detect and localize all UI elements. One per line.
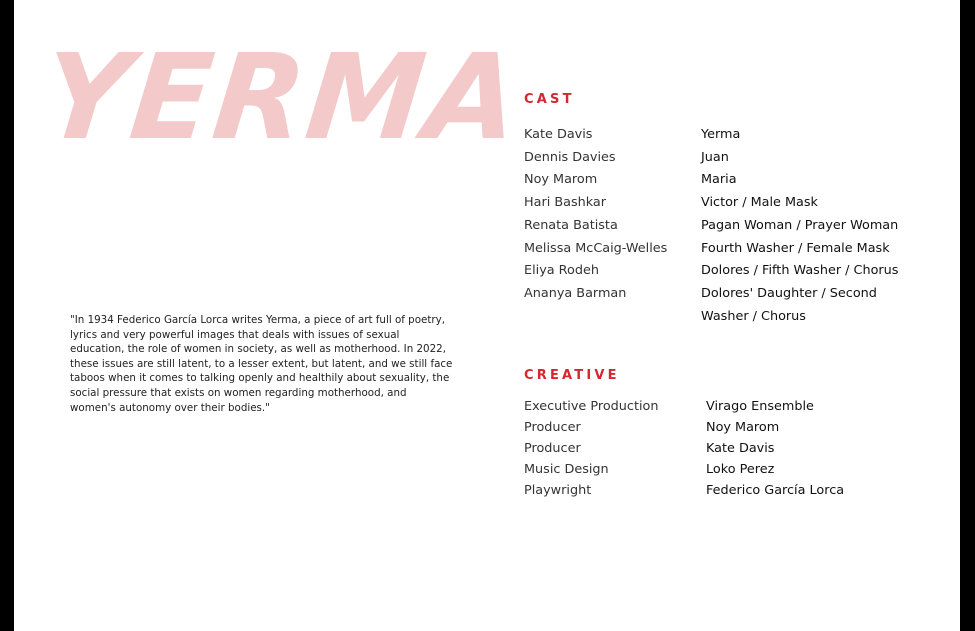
list-item [524,260,911,283]
cast-member-name: Noy Marom [524,172,598,188]
cast-list [524,124,911,328]
creative-person: Loko Perez [706,462,775,477]
show-title: YERMA [36,28,528,166]
creative-heading: CREATIVE [524,368,620,383]
list-item [524,396,906,417]
creative-person: Virago Ensemble [706,399,814,414]
creative-person: Kate Davis [706,441,775,456]
list-item [524,438,906,459]
cast-member-role: Juan [701,149,729,165]
cast-member-name: Melissa McCaig-Welles [524,240,668,256]
cast-member-role: Fourth Washer / Female Mask [701,240,890,256]
cast-member-role: Dolores / Fifth Washer / Chorus [701,263,899,279]
creative-person: Noy Marom [706,420,780,435]
creative-role-title: Producer [524,441,581,456]
cast-member-name: Hari Bashkar [524,195,607,211]
creative-role-title: Producer [524,420,581,435]
cast-member-role: Maria [701,172,737,188]
list-item [524,459,906,480]
cast-heading: CAST [524,92,575,107]
cast-member-role: Yerma [701,127,741,142]
cast-member-role: Victor / Male Mask [701,195,818,211]
cast-member-name: Ananya Barman [524,285,627,301]
list-item [524,480,906,501]
description-quote: "In 1934 Federico García Lorca writes Yerma, a piece of art full of poetry, lyrics and very powerful images that deals with issues of sexual education, the role of women in society, as well as motherhood. In 2022, these issues are still latent, to a lesser extent, but latent, and we still face taboos when it comes to talking openly and healthily about sexuality, the social pressure that exists on women regarding motherhood, and women's autonomy over their bodies." [70,314,453,414]
list-item [524,417,906,438]
cast-member-name: Eliya Rodeh [524,263,599,279]
cast-member-name: Kate Davis [524,127,593,142]
creative-role-title: Music Design [524,462,609,477]
creative-role-title: Playwright [524,483,592,498]
list-item [524,124,911,147]
cast-member-role: Pagan Woman / Prayer Woman [701,217,899,233]
list-item [524,238,911,261]
cast-member-name: Dennis Davies [524,149,616,165]
creative-list [524,396,906,501]
program-page [14,0,960,631]
list-item [524,192,911,215]
list-item [524,215,911,238]
creative-role-title: Executive Production [524,399,659,414]
cast-member-name: Renata Batista [524,217,618,233]
list-item [524,169,911,192]
list-item [524,147,911,170]
creative-person: Federico García Lorca [706,483,845,498]
cast-member-role: Dolores' Daughter / Second Washer / Chorus [701,285,877,324]
list-item [524,283,911,328]
